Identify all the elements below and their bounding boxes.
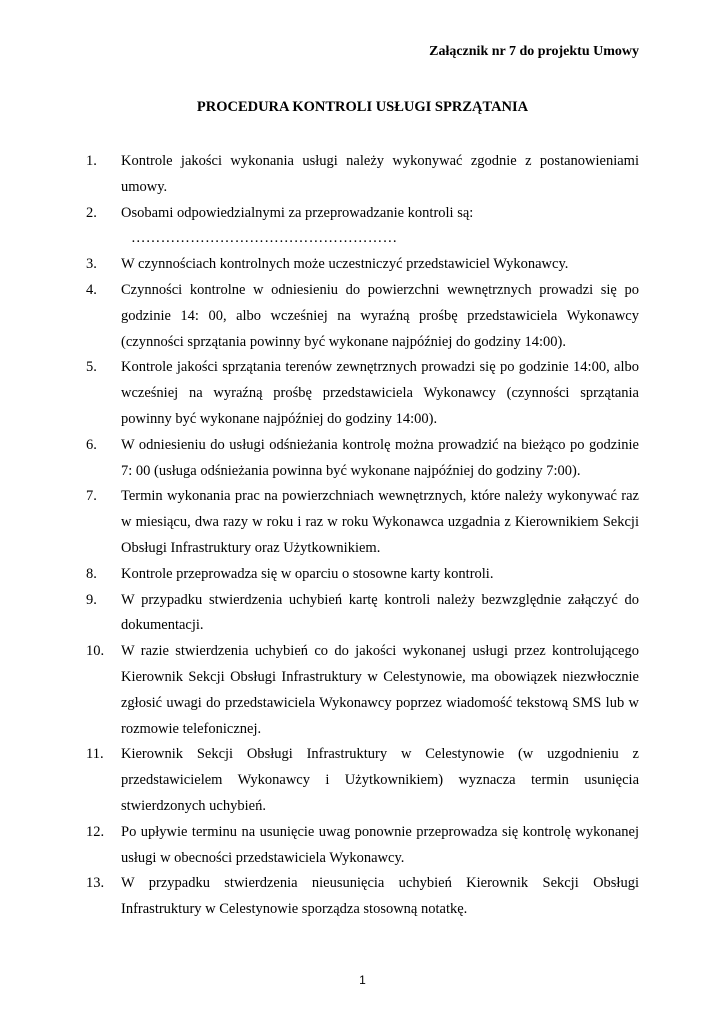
list-item bbox=[86, 433, 639, 485]
item-number: 2. bbox=[86, 204, 97, 221]
list-item bbox=[86, 484, 639, 561]
item-number: 13. bbox=[86, 875, 105, 892]
item-number: 10. bbox=[86, 643, 105, 660]
item-number: 5. bbox=[86, 359, 97, 376]
attachment-note: Załącznik nr 7 do projektu Umowy bbox=[429, 44, 639, 59]
list-item bbox=[86, 871, 639, 923]
item-number: 9. bbox=[86, 591, 97, 608]
procedure-list bbox=[86, 149, 639, 923]
item-number: 11. bbox=[86, 746, 104, 763]
list-item bbox=[86, 562, 639, 588]
list-item bbox=[86, 639, 639, 742]
document-title: PROCEDURA KONTROLI USŁUGI SPRZĄTANIA bbox=[196, 99, 529, 115]
item-text: Kontrole jakości wykonania usługi należy wykonywać zgodnie z postanowieniami umowy. bbox=[121, 153, 639, 195]
item-text: W przypadku stwierdzenia nieusunięcia uchybień Kierownik Sekcji Obsługi Infrastruktury w Celestynowie sporządza stosowną notatkę. bbox=[121, 875, 639, 918]
item-text: Termin wykonania prac na powierzchniach wewnętrznych, które należy wykonywać raz w miesiącu, dwa razy w roku i raz w roku Wykonawca uzgadnia z Kierownikiem Sekcji Obsługi Infrastruktury oraz Użytkownikiem. bbox=[121, 488, 639, 556]
item-text: W czynnościach kontrolnych może uczestniczyć przedstawiciel Wykonawcy. bbox=[121, 256, 569, 273]
item-text: Kierownik Sekcji Obsługi Infrastruktury w Celestynowie (w uzgodnieniu z przedstawicielem Wykonawcy i Użytkownikiem) wyznacza termin usunięcia stwierdzonych uchybień. bbox=[121, 746, 639, 814]
item-number: 12. bbox=[86, 823, 105, 840]
list-item bbox=[86, 278, 639, 355]
list-item bbox=[86, 252, 639, 278]
item-text: Czynności kontrolne w odniesieniu do powierzchni wewnętrznych prowadzi się po godzinie 14: 00, albo wcześniej na wyraźną prośbę przedstawiciela Wykonawcy (czynności sprzątania powinny być wykonane najpóźniej do godziny 14:00). bbox=[121, 281, 639, 350]
item-number: 8. bbox=[86, 565, 97, 582]
item-text: W odniesieniu do usługi odśnieżania kontrolę można prowadzić na bieżąco po godzinie 7: 00 (usługa odśnieżania powinna być wykonane najpóźniej do godziny 7:00). bbox=[121, 436, 639, 479]
item-text: Kontrole przeprowadza się w oparciu o stosowne karty kontroli. bbox=[121, 565, 494, 582]
list-item bbox=[86, 820, 639, 872]
item-text: Po upływie terminu na usunięcie uwag ponownie przeprowadza się kontrolę wykonanej usługi w obecności przedstawiciela Wykonawcy. bbox=[121, 823, 639, 866]
item-number: 7. bbox=[86, 488, 97, 505]
list-item bbox=[86, 742, 639, 819]
list-item bbox=[86, 201, 639, 253]
item-number: 3. bbox=[86, 256, 97, 273]
item-text: Osobami odpowiedzialnymi za przeprowadzanie kontroli są: bbox=[121, 204, 474, 221]
item-text: W przypadku stwierdzenia uchybień kartę kontroli należy bezwzględnie załączyć do dokumentacji. bbox=[121, 591, 639, 634]
item-text: W razie stwierdzenia uchybień co do jakości wykonanej usługi przez kontrolującego Kierownik Sekcji Obsługi Infrastruktury w Celestynowie, ma obowiązek niezwłocznie zgłosić uwagi do przedstawiciela Wykonawcy poprzez wiadomość tekstową SMS lub w rozmowie telefonicznej. bbox=[121, 643, 639, 737]
list-item bbox=[86, 355, 639, 432]
item-text: Kontrole jakości sprzątania terenów zewnętrznych prowadzi się po godzinie 14:00, albo wcześniej na wyraźną prośbę przedstawiciela Wykonawcy (czynności sprzątania powinny być wykonane najpóźniej do godziny 14:00). bbox=[121, 359, 639, 427]
item-number: 6. bbox=[86, 436, 97, 453]
item-number: 4. bbox=[86, 281, 97, 298]
blank-placeholder-dots: ……………………………………………… bbox=[131, 230, 398, 247]
page-number: 1 bbox=[359, 973, 366, 987]
list-item bbox=[86, 149, 639, 201]
item-number: 1. bbox=[86, 153, 97, 169]
list-item bbox=[86, 588, 639, 640]
